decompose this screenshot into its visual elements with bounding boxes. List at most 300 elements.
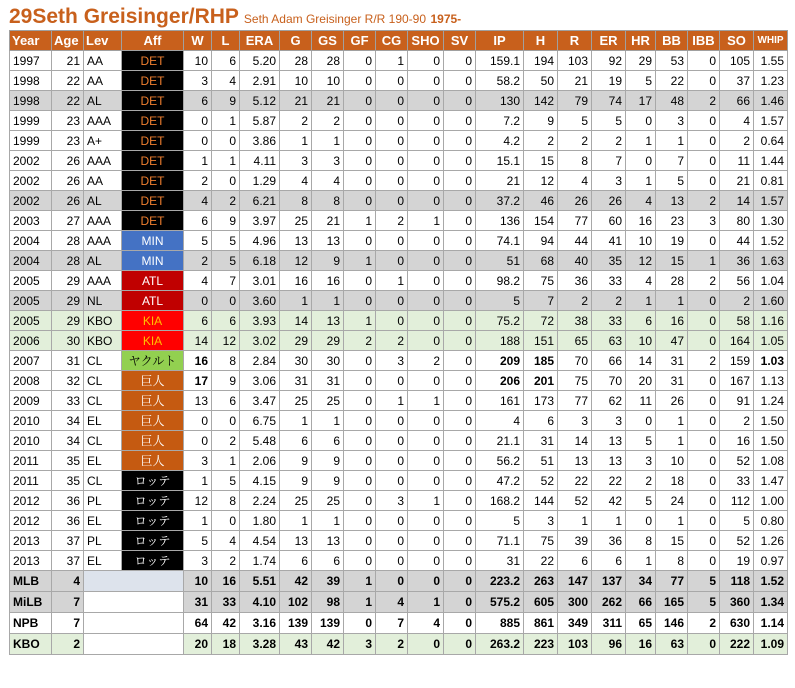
cell-aff: KIA (122, 311, 184, 331)
cell-year: 2011 (10, 471, 52, 491)
cell-so: 80 (720, 211, 754, 231)
cell-so: 5 (720, 511, 754, 531)
cell-era: 5.12 (240, 91, 280, 111)
cell-sv: 0 (444, 271, 476, 291)
cell-so: 2 (720, 411, 754, 431)
cell-bb: 8 (656, 551, 688, 571)
cell-l: 12 (212, 331, 240, 351)
cell-ip: 7.2 (476, 111, 524, 131)
cell-er: 66 (592, 351, 626, 371)
cell-gs: 1 (312, 131, 344, 151)
cell-r: 26 (558, 191, 592, 211)
cell-ibb: 0 (688, 51, 720, 71)
cell-gf: 0 (344, 51, 376, 71)
cell-h: 31 (524, 431, 558, 451)
cell-so: 21 (720, 171, 754, 191)
cell-sv: 0 (444, 471, 476, 491)
cell-gs: 30 (312, 351, 344, 371)
cell-g: 8 (280, 191, 312, 211)
cell-ibb: 0 (688, 451, 720, 471)
cell-whip: 1.08 (754, 451, 788, 471)
cell-cg: 0 (376, 371, 408, 391)
cell-cg: 1 (376, 391, 408, 411)
cell-lev: KBO (84, 331, 122, 351)
table-row (10, 231, 788, 251)
summary-blank (84, 634, 184, 655)
cell-sho: 0 (408, 131, 444, 151)
summary-years: 4 (52, 571, 84, 592)
cell-r: 38 (558, 311, 592, 331)
cell-l: 2 (212, 431, 240, 451)
cell-g: 30 (280, 351, 312, 371)
cell-sho: 2 (408, 351, 444, 371)
cell-gs: 10 (312, 71, 344, 91)
cell-r: 2 (558, 131, 592, 151)
cell-era: 2.24 (240, 491, 280, 511)
cell-era: 5.87 (240, 111, 280, 131)
cell-hr: 0 (626, 151, 656, 171)
cell-era: 3.01 (240, 271, 280, 291)
cell-age: 22 (52, 71, 84, 91)
cell-l: 8 (212, 351, 240, 371)
cell-gs: 21 (312, 211, 344, 231)
cell-ip: 75.2 (476, 311, 524, 331)
cell-gf: 0 (344, 411, 376, 431)
cell-l: 6 (212, 51, 240, 71)
summary-cell-gs: 139 (312, 613, 344, 634)
table-row (10, 551, 788, 571)
cell-hr: 5 (626, 431, 656, 451)
cell-ip: 130 (476, 91, 524, 111)
cell-whip: 1.57 (754, 111, 788, 131)
cell-aff: ロッテ (122, 511, 184, 531)
cell-lev: CL (84, 391, 122, 411)
table-row (10, 151, 788, 171)
table-row (10, 371, 788, 391)
column-header-g: G (280, 31, 312, 51)
cell-l: 7 (212, 271, 240, 291)
cell-gf: 0 (344, 271, 376, 291)
cell-aff: 巨人 (122, 391, 184, 411)
cell-er: 42 (592, 491, 626, 511)
cell-gs: 3 (312, 151, 344, 171)
cell-er: 22 (592, 471, 626, 491)
cell-gs: 16 (312, 271, 344, 291)
cell-r: 3 (558, 411, 592, 431)
summary-cell-whip: 1.09 (754, 634, 788, 655)
cell-lev: AAA (84, 231, 122, 251)
cell-hr: 16 (626, 211, 656, 231)
cell-age: 34 (52, 411, 84, 431)
cell-sho: 0 (408, 511, 444, 531)
cell-er: 70 (592, 371, 626, 391)
cell-g: 13 (280, 231, 312, 251)
cell-ibb: 2 (688, 91, 720, 111)
summary-cell-so: 118 (720, 571, 754, 592)
cell-year: 2002 (10, 151, 52, 171)
cell-l: 5 (212, 251, 240, 271)
cell-ip: 136 (476, 211, 524, 231)
cell-so: 33 (720, 471, 754, 491)
cell-sho: 0 (408, 331, 444, 351)
player-fullname: Seth Adam Greisinger R/R 190-90 (243, 12, 427, 26)
cell-so: 66 (720, 91, 754, 111)
cell-er: 6 (592, 551, 626, 571)
summary-cell-h: 223 (524, 634, 558, 655)
cell-sho: 1 (408, 391, 444, 411)
summary-cell-ibb: 5 (688, 571, 720, 592)
cell-w: 0 (184, 431, 212, 451)
cell-w: 5 (184, 531, 212, 551)
cell-lev: AL (84, 251, 122, 271)
cell-er: 92 (592, 51, 626, 71)
cell-er: 33 (592, 311, 626, 331)
cell-l: 5 (212, 231, 240, 251)
cell-cg: 0 (376, 251, 408, 271)
summary-row-milb (10, 592, 788, 613)
cell-sv: 0 (444, 371, 476, 391)
cell-year: 2009 (10, 391, 52, 411)
table-row (10, 91, 788, 111)
cell-so: 164 (720, 331, 754, 351)
cell-age: 33 (52, 391, 84, 411)
summary-cell-hr: 34 (626, 571, 656, 592)
cell-hr: 2 (626, 471, 656, 491)
cell-h: 22 (524, 551, 558, 571)
cell-age: 30 (52, 331, 84, 351)
summary-cell-h: 263 (524, 571, 558, 592)
cell-era: 4.11 (240, 151, 280, 171)
cell-hr: 5 (626, 491, 656, 511)
cell-age: 37 (52, 531, 84, 551)
cell-sho: 0 (408, 531, 444, 551)
cell-ibb: 2 (688, 271, 720, 291)
cell-ip: 37.2 (476, 191, 524, 211)
cell-sho: 0 (408, 371, 444, 391)
cell-l: 0 (212, 131, 240, 151)
cell-sho: 0 (408, 51, 444, 71)
cell-g: 1 (280, 411, 312, 431)
cell-bb: 53 (656, 51, 688, 71)
cell-year: 2012 (10, 511, 52, 531)
cell-h: 154 (524, 211, 558, 231)
cell-age: 28 (52, 251, 84, 271)
cell-w: 0 (184, 291, 212, 311)
cell-gs: 13 (312, 311, 344, 331)
summary-cell-whip: 1.34 (754, 592, 788, 613)
summary-cell-bb: 146 (656, 613, 688, 634)
cell-cg: 0 (376, 71, 408, 91)
cell-gs: 8 (312, 191, 344, 211)
cell-h: 201 (524, 371, 558, 391)
cell-r: 22 (558, 471, 592, 491)
summary-cell-era: 3.16 (240, 613, 280, 634)
cell-sho: 0 (408, 411, 444, 431)
cell-er: 60 (592, 211, 626, 231)
cell-ibb: 0 (688, 551, 720, 571)
cell-gf: 0 (344, 371, 376, 391)
cell-aff: DET (122, 211, 184, 231)
cell-cg: 0 (376, 191, 408, 211)
cell-l: 6 (212, 311, 240, 331)
summary-blank (84, 613, 184, 634)
cell-bb: 31 (656, 371, 688, 391)
summary-label: MiLB (10, 592, 52, 613)
cell-so: 44 (720, 231, 754, 251)
cell-h: 173 (524, 391, 558, 411)
column-header-sv: SV (444, 31, 476, 51)
cell-lev: AAA (84, 271, 122, 291)
cell-sho: 0 (408, 251, 444, 271)
cell-age: 26 (52, 191, 84, 211)
cell-gs: 21 (312, 91, 344, 111)
cell-sho: 0 (408, 231, 444, 251)
table-row (10, 131, 788, 151)
title-bar (9, 3, 787, 30)
cell-ip: 4 (476, 411, 524, 431)
cell-l: 9 (212, 371, 240, 391)
cell-aff: MIN (122, 251, 184, 271)
summary-cell-hr: 16 (626, 634, 656, 655)
summary-cell-ibb: 5 (688, 592, 720, 613)
cell-lev: CL (84, 371, 122, 391)
cell-ibb: 0 (688, 371, 720, 391)
cell-hr: 29 (626, 51, 656, 71)
cell-l: 9 (212, 91, 240, 111)
cell-aff: DET (122, 191, 184, 211)
cell-aff: KIA (122, 331, 184, 351)
cell-ip: 161 (476, 391, 524, 411)
cell-lev: AAA (84, 211, 122, 231)
summary-cell-g: 139 (280, 613, 312, 634)
table-row (10, 71, 788, 91)
cell-aff: DET (122, 111, 184, 131)
column-header-l: L (212, 31, 240, 51)
cell-er: 33 (592, 271, 626, 291)
summary-cell-r: 147 (558, 571, 592, 592)
cell-age: 36 (52, 491, 84, 511)
cell-ip: 15.1 (476, 151, 524, 171)
cell-aff: MIN (122, 231, 184, 251)
cell-era: 1.29 (240, 171, 280, 191)
cell-er: 35 (592, 251, 626, 271)
cell-w: 6 (184, 211, 212, 231)
cell-lev: EL (84, 551, 122, 571)
cell-bb: 10 (656, 451, 688, 471)
cell-year: 2007 (10, 351, 52, 371)
summary-cell-r: 349 (558, 613, 592, 634)
cell-sv: 0 (444, 71, 476, 91)
cell-so: 4 (720, 111, 754, 131)
cell-r: 79 (558, 91, 592, 111)
cell-hr: 20 (626, 371, 656, 391)
cell-whip: 1.23 (754, 71, 788, 91)
cell-bb: 13 (656, 191, 688, 211)
cell-age: 29 (52, 291, 84, 311)
cell-sv: 0 (444, 511, 476, 531)
summary-cell-r: 103 (558, 634, 592, 655)
cell-era: 3.47 (240, 391, 280, 411)
cell-w: 2 (184, 251, 212, 271)
cell-l: 0 (212, 411, 240, 431)
cell-h: 50 (524, 71, 558, 91)
summary-cell-sho: 1 (408, 592, 444, 613)
cell-er: 1 (592, 511, 626, 531)
summary-cell-w: 64 (184, 613, 212, 634)
cell-lev: CL (84, 431, 122, 451)
column-header-er: ER (592, 31, 626, 51)
cell-bb: 48 (656, 91, 688, 111)
cell-h: 6 (524, 411, 558, 431)
table-row (10, 431, 788, 451)
cell-sv: 0 (444, 411, 476, 431)
cell-ibb: 2 (688, 351, 720, 371)
cell-cg: 3 (376, 351, 408, 371)
cell-g: 1 (280, 511, 312, 531)
cell-aff: DET (122, 91, 184, 111)
cell-w: 16 (184, 351, 212, 371)
cell-ibb: 0 (688, 71, 720, 91)
cell-r: 8 (558, 151, 592, 171)
cell-sv: 0 (444, 231, 476, 251)
summary-cell-r: 300 (558, 592, 592, 613)
cell-cg: 0 (376, 411, 408, 431)
cell-age: 26 (52, 151, 84, 171)
cell-year: 2004 (10, 231, 52, 251)
cell-gs: 6 (312, 431, 344, 451)
cell-so: 167 (720, 371, 754, 391)
cell-l: 5 (212, 471, 240, 491)
cell-era: 3.86 (240, 131, 280, 151)
cell-g: 25 (280, 491, 312, 511)
cell-r: 103 (558, 51, 592, 71)
summary-cell-g: 42 (280, 571, 312, 592)
cell-l: 4 (212, 531, 240, 551)
cell-h: 194 (524, 51, 558, 71)
cell-gs: 28 (312, 51, 344, 71)
cell-ip: 47.2 (476, 471, 524, 491)
cell-gf: 0 (344, 531, 376, 551)
cell-bb: 7 (656, 151, 688, 171)
table-row (10, 491, 788, 511)
cell-age: 35 (52, 471, 84, 491)
summary-cell-w: 20 (184, 634, 212, 655)
summary-cell-cg: 2 (376, 634, 408, 655)
summary-years: 2 (52, 634, 84, 655)
cell-l: 1 (212, 151, 240, 171)
cell-whip: 1.50 (754, 411, 788, 431)
cell-cg: 0 (376, 291, 408, 311)
cell-bb: 18 (656, 471, 688, 491)
cell-h: 144 (524, 491, 558, 511)
cell-lev: EL (84, 451, 122, 471)
cell-g: 12 (280, 251, 312, 271)
cell-er: 2 (592, 291, 626, 311)
cell-bb: 26 (656, 391, 688, 411)
cell-w: 6 (184, 311, 212, 331)
summary-cell-hr: 66 (626, 592, 656, 613)
cell-l: 2 (212, 191, 240, 211)
cell-ibb: 0 (688, 151, 720, 171)
cell-er: 2 (592, 131, 626, 151)
cell-ip: 5 (476, 511, 524, 531)
cell-aff: ロッテ (122, 551, 184, 571)
cell-whip: 1.16 (754, 311, 788, 331)
cell-r: 4 (558, 171, 592, 191)
table-row (10, 271, 788, 291)
cell-hr: 0 (626, 111, 656, 131)
cell-r: 65 (558, 331, 592, 351)
cell-r: 5 (558, 111, 592, 131)
stats-table (9, 30, 788, 655)
cell-er: 3 (592, 411, 626, 431)
cell-ip: 209 (476, 351, 524, 371)
summary-cell-ip: 223.2 (476, 571, 524, 592)
column-header-ip: IP (476, 31, 524, 51)
cell-aff: ロッテ (122, 471, 184, 491)
cell-ibb: 0 (688, 131, 720, 151)
cell-cg: 0 (376, 431, 408, 451)
cell-er: 41 (592, 231, 626, 251)
cell-g: 13 (280, 531, 312, 551)
cell-age: 32 (52, 371, 84, 391)
cell-era: 3.02 (240, 331, 280, 351)
cell-whip: 1.46 (754, 91, 788, 111)
summary-cell-ibb: 2 (688, 613, 720, 634)
cell-sho: 0 (408, 311, 444, 331)
cell-cg: 2 (376, 211, 408, 231)
cell-so: 11 (720, 151, 754, 171)
cell-year: 2010 (10, 431, 52, 451)
cell-ibb: 3 (688, 211, 720, 231)
cell-bb: 19 (656, 231, 688, 251)
cell-bb: 28 (656, 271, 688, 291)
cell-h: 185 (524, 351, 558, 371)
cell-gs: 6 (312, 551, 344, 571)
cell-sv: 0 (444, 331, 476, 351)
cell-bb: 31 (656, 351, 688, 371)
cell-hr: 1 (626, 291, 656, 311)
cell-bb: 23 (656, 211, 688, 231)
cell-h: 75 (524, 531, 558, 551)
cell-lev: PL (84, 531, 122, 551)
cell-r: 77 (558, 391, 592, 411)
cell-aff: ヤクルト (122, 351, 184, 371)
cell-so: 2 (720, 291, 754, 311)
summary-cell-whip: 1.52 (754, 571, 788, 592)
table-row (10, 191, 788, 211)
cell-er: 13 (592, 451, 626, 471)
cell-ibb: 2 (688, 191, 720, 211)
cell-r: 14 (558, 431, 592, 451)
cell-gf: 0 (344, 171, 376, 191)
cell-sho: 0 (408, 191, 444, 211)
cell-age: 36 (52, 511, 84, 531)
cell-year: 1999 (10, 131, 52, 151)
cell-so: 105 (720, 51, 754, 71)
cell-h: 94 (524, 231, 558, 251)
summary-cell-l: 42 (212, 613, 240, 634)
cell-year: 2002 (10, 191, 52, 211)
cell-ibb: 0 (688, 431, 720, 451)
cell-whip: 1.13 (754, 371, 788, 391)
cell-h: 7 (524, 291, 558, 311)
cell-year: 1997 (10, 51, 52, 71)
cell-h: 68 (524, 251, 558, 271)
cell-bb: 5 (656, 171, 688, 191)
cell-bb: 1 (656, 131, 688, 151)
cell-lev: AL (84, 91, 122, 111)
